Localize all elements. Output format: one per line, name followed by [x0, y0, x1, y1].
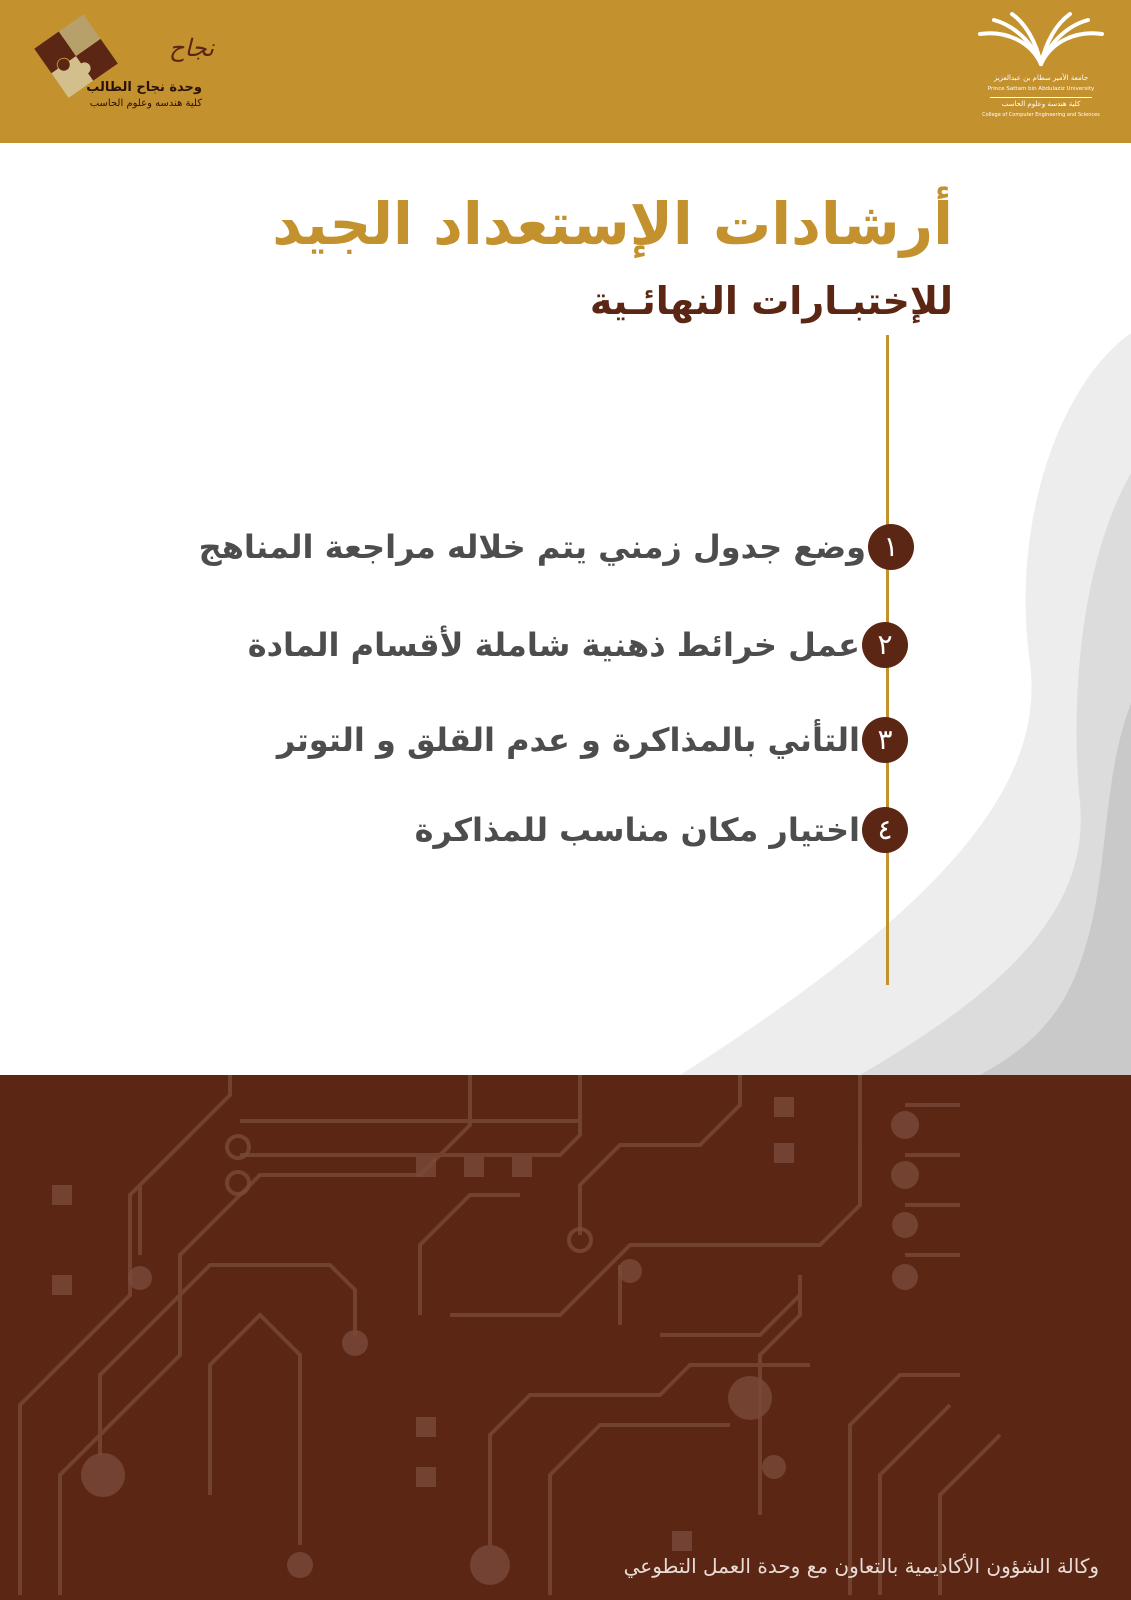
tip-text: اختيار مكان مناسب للمذاكرة: [414, 811, 860, 849]
university-name-ar: جامعة الأمير سطام بن عبدالعزيز: [993, 74, 1089, 82]
open-book-icon: [976, 12, 1106, 72]
tip-text: وضع جدول زمني يتم خلاله مراجعة المناهج: [198, 528, 866, 566]
list-item: [14, 517, 914, 577]
unit-name: وحدة نجاح الطالب: [86, 80, 202, 95]
college-name-left: كلية هندسه وعلوم الحاسب: [89, 98, 202, 109]
circuit-pattern: [0, 1075, 1131, 1600]
monogram: نجاح: [169, 34, 214, 62]
page-subtitle: للإختبـارات النهائـية: [589, 279, 953, 323]
footer-bar: [0, 1075, 1131, 1600]
university-logo: [976, 12, 1106, 124]
college-name-en: College of Computer Engineering and Sciences: [982, 112, 1100, 118]
footer-credit: وكالة الشؤون الأكاديمية بالتعاون مع وحدة العمل التطوعي: [623, 1554, 1099, 1578]
number-badge: ٤: [862, 807, 908, 853]
list-item: [8, 800, 908, 860]
header-bar: [0, 0, 1131, 143]
student-success-logo: [28, 14, 228, 124]
page-title: أرشادات الإستعداد الجيد: [272, 190, 953, 258]
tip-text: التأني بالمذاكرة و عدم القلق و التوتر: [276, 721, 860, 759]
main-content: [0, 143, 1131, 1075]
university-name-en: Prince Sattam bin Abdulaziz University: [987, 86, 1095, 92]
tip-text: عمل خرائط ذهنية شاملة لأقسام المادة: [247, 626, 860, 664]
number-badge: ١: [868, 524, 914, 570]
list-item: [8, 710, 908, 770]
list-item: [8, 615, 908, 675]
number-badge: ٣: [862, 717, 908, 763]
logo-divider: [990, 97, 1092, 98]
college-name-ar: كلية هندسة وعلوم الحاسب: [1001, 100, 1081, 108]
number-badge: ٢: [862, 622, 908, 668]
